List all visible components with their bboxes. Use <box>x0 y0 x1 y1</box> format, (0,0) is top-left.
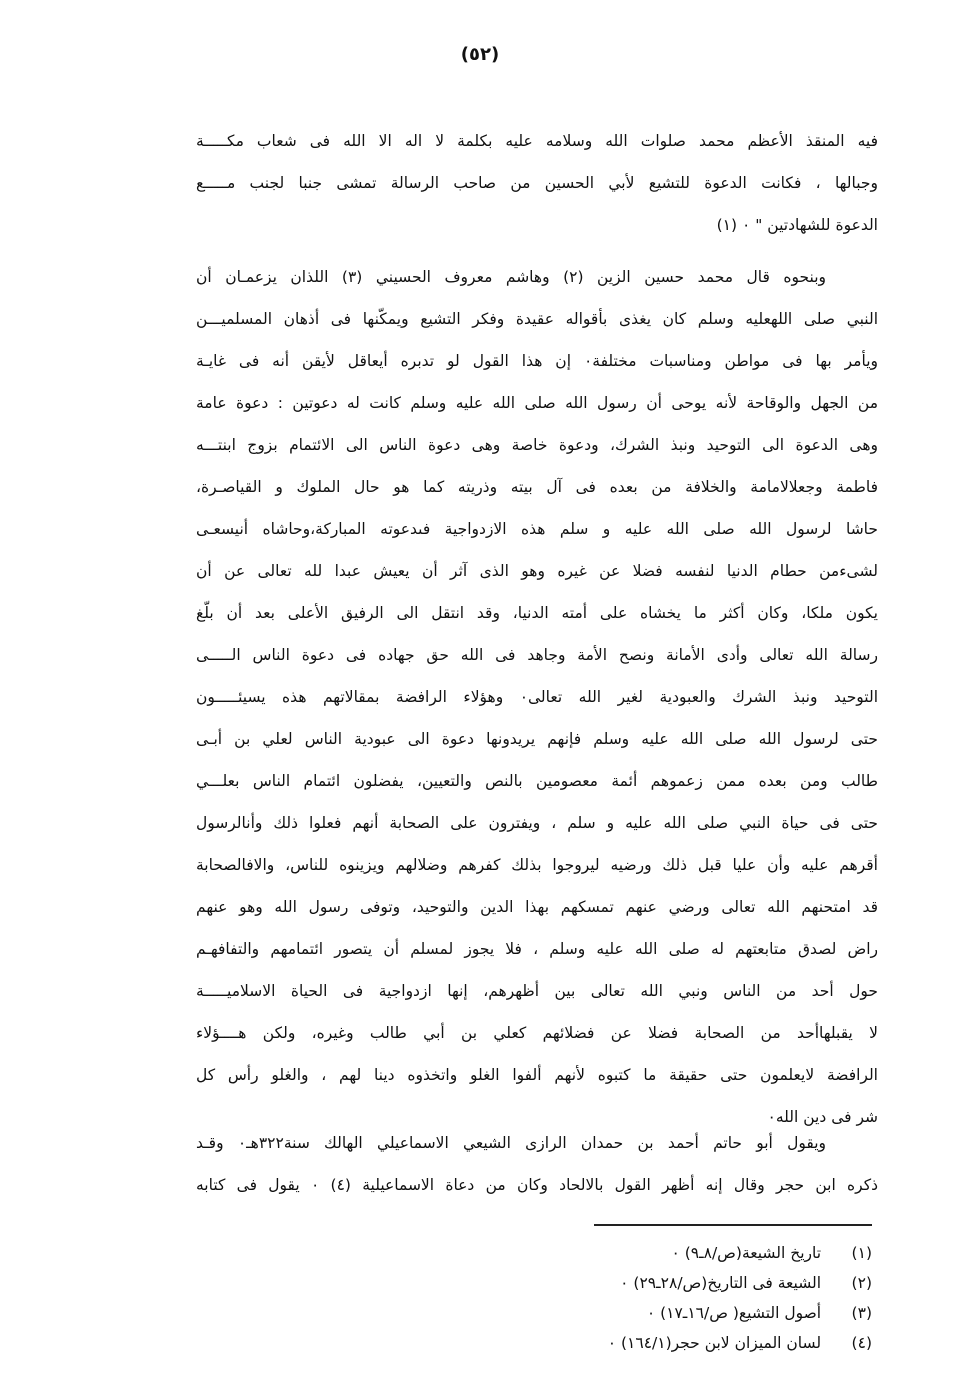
footnotes <box>472 1238 872 1358</box>
footnote-number: (١) <box>851 1244 872 1262</box>
text-line: ويأمر بها فى مواطن ومناسبات مختلفة٠ إن هذا القول لو تدبره أيعاقل لأيقن أنه فى غايـة <box>196 352 878 370</box>
footnote-text: الشيعة فى التاريخ(ص/٢٨ـ٢٩) ٠ <box>620 1274 822 1292</box>
text-line: فاطمة وجعلالامامة والخلافة من بعده فى آل بيته وذريته كما هو حال الملوك و القياصـرة، <box>196 478 878 496</box>
text-line: طالب ومن بعده ممن زعموهم أئمة معصومين بالنص والتعيين، يفضلون ائتمام الناس بعلـــي <box>196 772 878 790</box>
text-line: قد امتحنهم الله تعالى ورضي عنهم تمسكهم بهذا الدين والتوحيد، وتوفى رسول الله وهو عنهم <box>196 898 878 916</box>
paragraph-2 <box>196 256 878 1138</box>
text-line: النبي صلى اللهعليه وسلم كان يغذى بأقواله عقيدة وفكر التشيع ويمكّنها فى أذهان المسلميـــن <box>196 310 878 328</box>
text-line: ذكره ابن حجر وقال إنه أظهر القول بالالحاد وكان من دعاة الاسماعيلية (٤) ٠ يقول فى كتابه <box>196 1176 878 1194</box>
text-line: التوحيد ونبذ الشرك والعبودية لغير الله تعالى٠ وهؤلاء الرافضة بمقالاتهم هذه يسيئـــــون <box>196 688 878 706</box>
footnote-number: (٣) <box>851 1304 872 1322</box>
text-line: رسالة الله تعالى وأدى الأمانة ونصح الأمة وجاهد فى الله حق جهاده فى دعوة الناس الـــــى <box>196 646 878 664</box>
text-line: حول أحد من الناس ونبي الله تعالى بين أظهرهم، إنها ازدواجية فى الحياة الاسلاميـــــة <box>196 982 878 1000</box>
text-line: وبنحوه قال محمد حسين الزين (٢) وهاشم معروف الحسيني (٣) اللذان يزعمـان أن <box>196 268 827 286</box>
text-line: ويقول أبو حاتم أحمد بن حمدان الرازى الشيعي الاسماعيلي الهالك سنة٣٢٢هـ٠ وقـد <box>196 1134 827 1152</box>
footnote-item <box>472 1238 872 1268</box>
text-line: من الجهل والوقاحة لأنه يوحى أن رسول الله صلى الله عليه وسلم كانت له دعوتين : دعوة عامة <box>196 394 878 412</box>
text-line: حاشا لرسول الله صلى الله عليه و سلم هذه الازدواجية فىدعوته المباركة،وحاشاه أنيسعـى <box>196 520 878 538</box>
footnote-item <box>472 1328 872 1358</box>
text-line: لشىءمن حطام الدنيا لنفسه فضلا عن غيره وهو الذى آثر أن يعيش عبدا لله تعالى عن أن <box>196 562 878 580</box>
text-line: وجبالها ، فكانت الدعوة للتشيع لأبي الحسين من صاحب الرسالة تمشى جنبا لجنب مـــــع <box>196 174 878 192</box>
text-line: الدعوة للشهادتين " ٠ (١) <box>716 216 878 234</box>
footnote-number: (٢) <box>851 1274 872 1292</box>
text-line: فيه المنقذ الأعظم محمد صلوات الله وسلامه عليه بكلمة لا اله الا الله فى شعاب مكـــــة <box>196 132 878 150</box>
text-line: لا يقبلهاأحد من الصحابة فضلا عن فضلائهم كعلي بن أبي طالب وغيره، ولكن هــــؤلاء <box>196 1024 878 1042</box>
text-line: الرافضة لايعلمون حتى حقيقة ما كتبوه لأنهم ألفوا الغلو واتخذوه دينا لهم ، والغلو رأس كل <box>196 1066 878 1084</box>
paragraph-1 <box>196 120 878 246</box>
text-line: حتى فى حياة النبي صلى الله عليه و سلم ، ويفترون على الصحابة أنهم فعلوا ذلك وأنالرسول <box>196 814 878 832</box>
footnote-separator <box>594 1224 872 1226</box>
text-line: أقرهم عليه وأن عليا قبل ذلك ورضيه ليروجوا بذلك كفرهم وضلالهم ويزينوه للناس، والافالصحابة <box>196 856 878 874</box>
footnote-item <box>472 1268 872 1298</box>
text-line: شر فى دين الله٠ <box>767 1108 878 1126</box>
footnote-text: لسان الميزان لابن حجر(١٦٤/١) ٠ <box>607 1334 822 1352</box>
text-line: وهى الدعوة الى التوحيد ونبذ الشرك، ودعوة خاصة وهى دعوة الناس الى الائتمام بزوج ابنتـــه <box>196 436 878 454</box>
footnote-text: تاريخ الشيعة(ص/٨ـ٩) ٠ <box>671 1244 822 1262</box>
text-line: حتى لرسول الله صلى الله عليه وسلم فإنهم يريدونها دعوة الى عبودية الناس لعلي بن أبـى <box>196 730 878 748</box>
footnote-text: أصول التشيع( ص/١٦ـ١٧) ٠ <box>646 1304 822 1322</box>
paragraph-3 <box>196 1122 878 1206</box>
page-number: (٥٢) <box>460 44 500 65</box>
footnote-item <box>472 1298 872 1328</box>
text-line: راض لصدق متابعتهم له صلى الله عليه وسلم ، فلا يجوز لمسلم أن يتصور ائتمامهم والتفافهـم <box>196 940 878 958</box>
footnote-number: (٤) <box>851 1334 872 1352</box>
text-line: يكون ملكا، وكان أكثر ما يخشاه على أمته الدنيا، وقد انتقل الى الرفيق الأعلى بعد أن بلّغ <box>196 604 878 622</box>
